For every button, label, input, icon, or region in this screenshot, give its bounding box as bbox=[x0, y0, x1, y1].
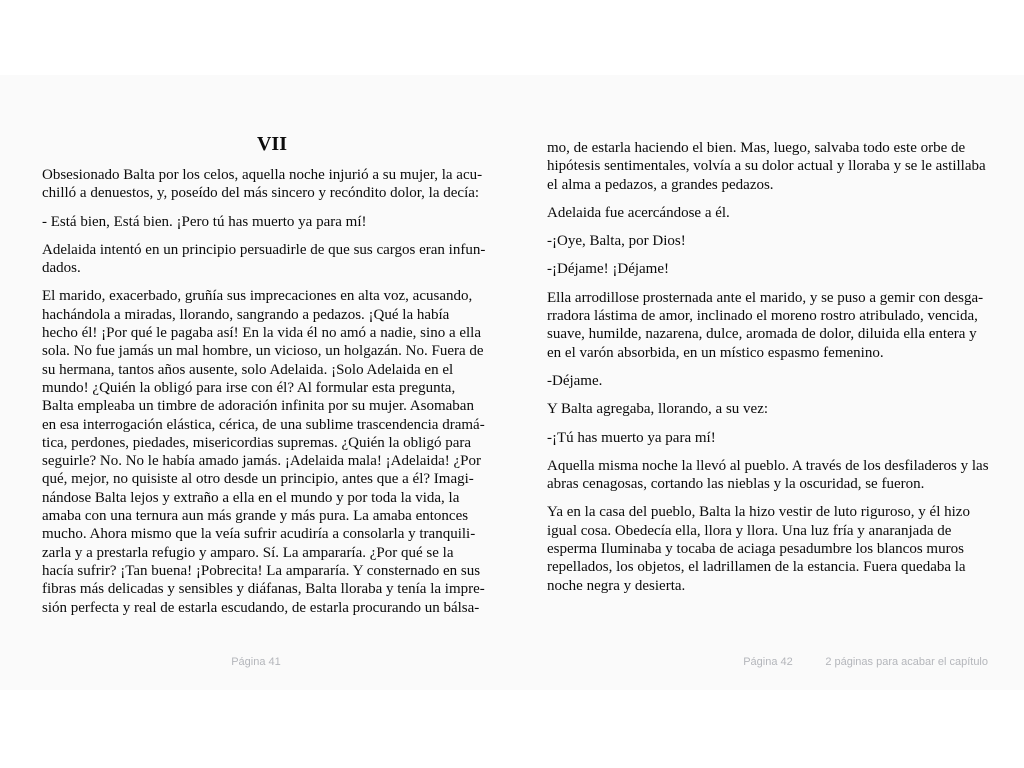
reader-footer bbox=[0, 656, 1024, 676]
chapter-heading: VII bbox=[256, 133, 287, 155]
paragraph: -¡Tú has muerto ya para mí! bbox=[547, 429, 716, 446]
page-left bbox=[42, 133, 522, 627]
paragraph: mo, de estarla haciendo el bien. Mas, luego, salvaba todo este orbe de hipótesis sentimentales, volvía a su dolor actual y lloraba y se le astillaba el alma a pedazos, a grandes pedazos. bbox=[547, 140, 986, 193]
reading-surface[interactable] bbox=[0, 75, 1024, 690]
page-number-right: Página 42 bbox=[743, 656, 793, 668]
paragraph: -Déjame. bbox=[547, 372, 603, 389]
page-right-body bbox=[547, 139, 1017, 595]
paragraph: Obsesionado Balta por los celos, aquella noche injurió a su mujer, la acu- chilló a denuestos, y, poseído del más sincero y recóndito dolor, la decía: bbox=[42, 167, 483, 202]
chapter-progress-label: 2 páginas para acabar el capítulo bbox=[825, 656, 988, 668]
page-right bbox=[547, 139, 1017, 605]
paragraph: Adelaida fue acercándose a él. bbox=[547, 204, 730, 221]
paragraph: -¡Déjame! ¡Déjame! bbox=[547, 261, 670, 278]
paragraph: -¡Oye, Balta, por Dios! bbox=[547, 233, 686, 250]
paragraph: Y Balta agregaba, llorando, a su vez: bbox=[547, 401, 769, 418]
paragraph: Adelaida intentó en un principio persuadirle de que sus cargos eran infun- dados. bbox=[42, 241, 486, 277]
paragraph: Aquella misma noche la llevó al pueblo. A través de los desfiladeros y las abras cenagosas, cortando las nieblas y la oscuridad, se fueron. bbox=[547, 457, 989, 493]
page-number-left: Página 41 bbox=[231, 656, 281, 668]
paragraph: El marido, exacerbado, gruñía sus imprecaciones en alta voz, acusando, hachándola a miradas, llorando, sangrando a pedazos. ¡Qué la había hecho él! ¡Por qué le pagaba así! En la vida él no amó a nadie, sino a ella sola. No fue jamás un mal hombre, un vicioso, un holgazán. No. Fuera de su hermana, tantos años ausente, solo Adelaida. ¡Solo Adelaida en el mundo! ¿Quién la obligó para irse con él? Al formular esta pregunta, Balta empleaba un timbre de adoración infinita por su mujer. Asomaban en esa interrogación elástica, cérica, de una sublime trascendencia dramá- tica, perdones, piedades, misericordias supremas. ¿Quién la obligó para seguirle? No. No le había amado jamás. ¡Adelaida mala! ¡Adelaida! ¿Por qué, mejor, no quisiste al otro desde un principio, antes que a él? Imagi- nándose Balta lejos y extraño a ella en el mundo y por toda la vida, la amaba con una ternura aun más grande y más pura. La amaba entonces mucho. Ahora mismo que la veía sufrir acudiría a consolarla y tranquili- zarla y a prestarla refugio y amparo. Sí. La ampararía. ¿Por qué se la hacía sufrir? ¡Tan buena! ¡Pobrecita! La ampararía. Y consternado en sus fibras más delicadas y sensibles y diáfanas, Balta lloraba y tenía la impre- sión perfecta y real de estarla escudando, de estarla procurando un bálsa- bbox=[42, 288, 485, 616]
paragraph: - Está bien, Está bien. ¡Pero tú has muerto ya para mí! bbox=[42, 213, 367, 230]
page-left-body bbox=[42, 166, 522, 617]
paragraph: Ella arrodillose prosternada ante el marido, y se puso a gemir con desga- rradora lástima de amor, inclinado el moreno rostro atribulado, vencida, suave, humilde, nazarena, dulce, aromada de dolor, diluida ella entera y en el varón absorbida, en un místico espasmo femenino. bbox=[547, 289, 984, 361]
paragraph: Ya en la casa del pueblo, Balta la hizo vestir de luto riguroso, y él hizo igual cosa. Obedecía ella, llora y llora. Una luz fría y anaranjada de esperma Iluminaba y tocaba de aciaga pesadumbre los blancos muros repellados, los objetos, el ladrillamen de la estancia. Fuera quedaba la noche negra y desierta. bbox=[547, 504, 970, 594]
